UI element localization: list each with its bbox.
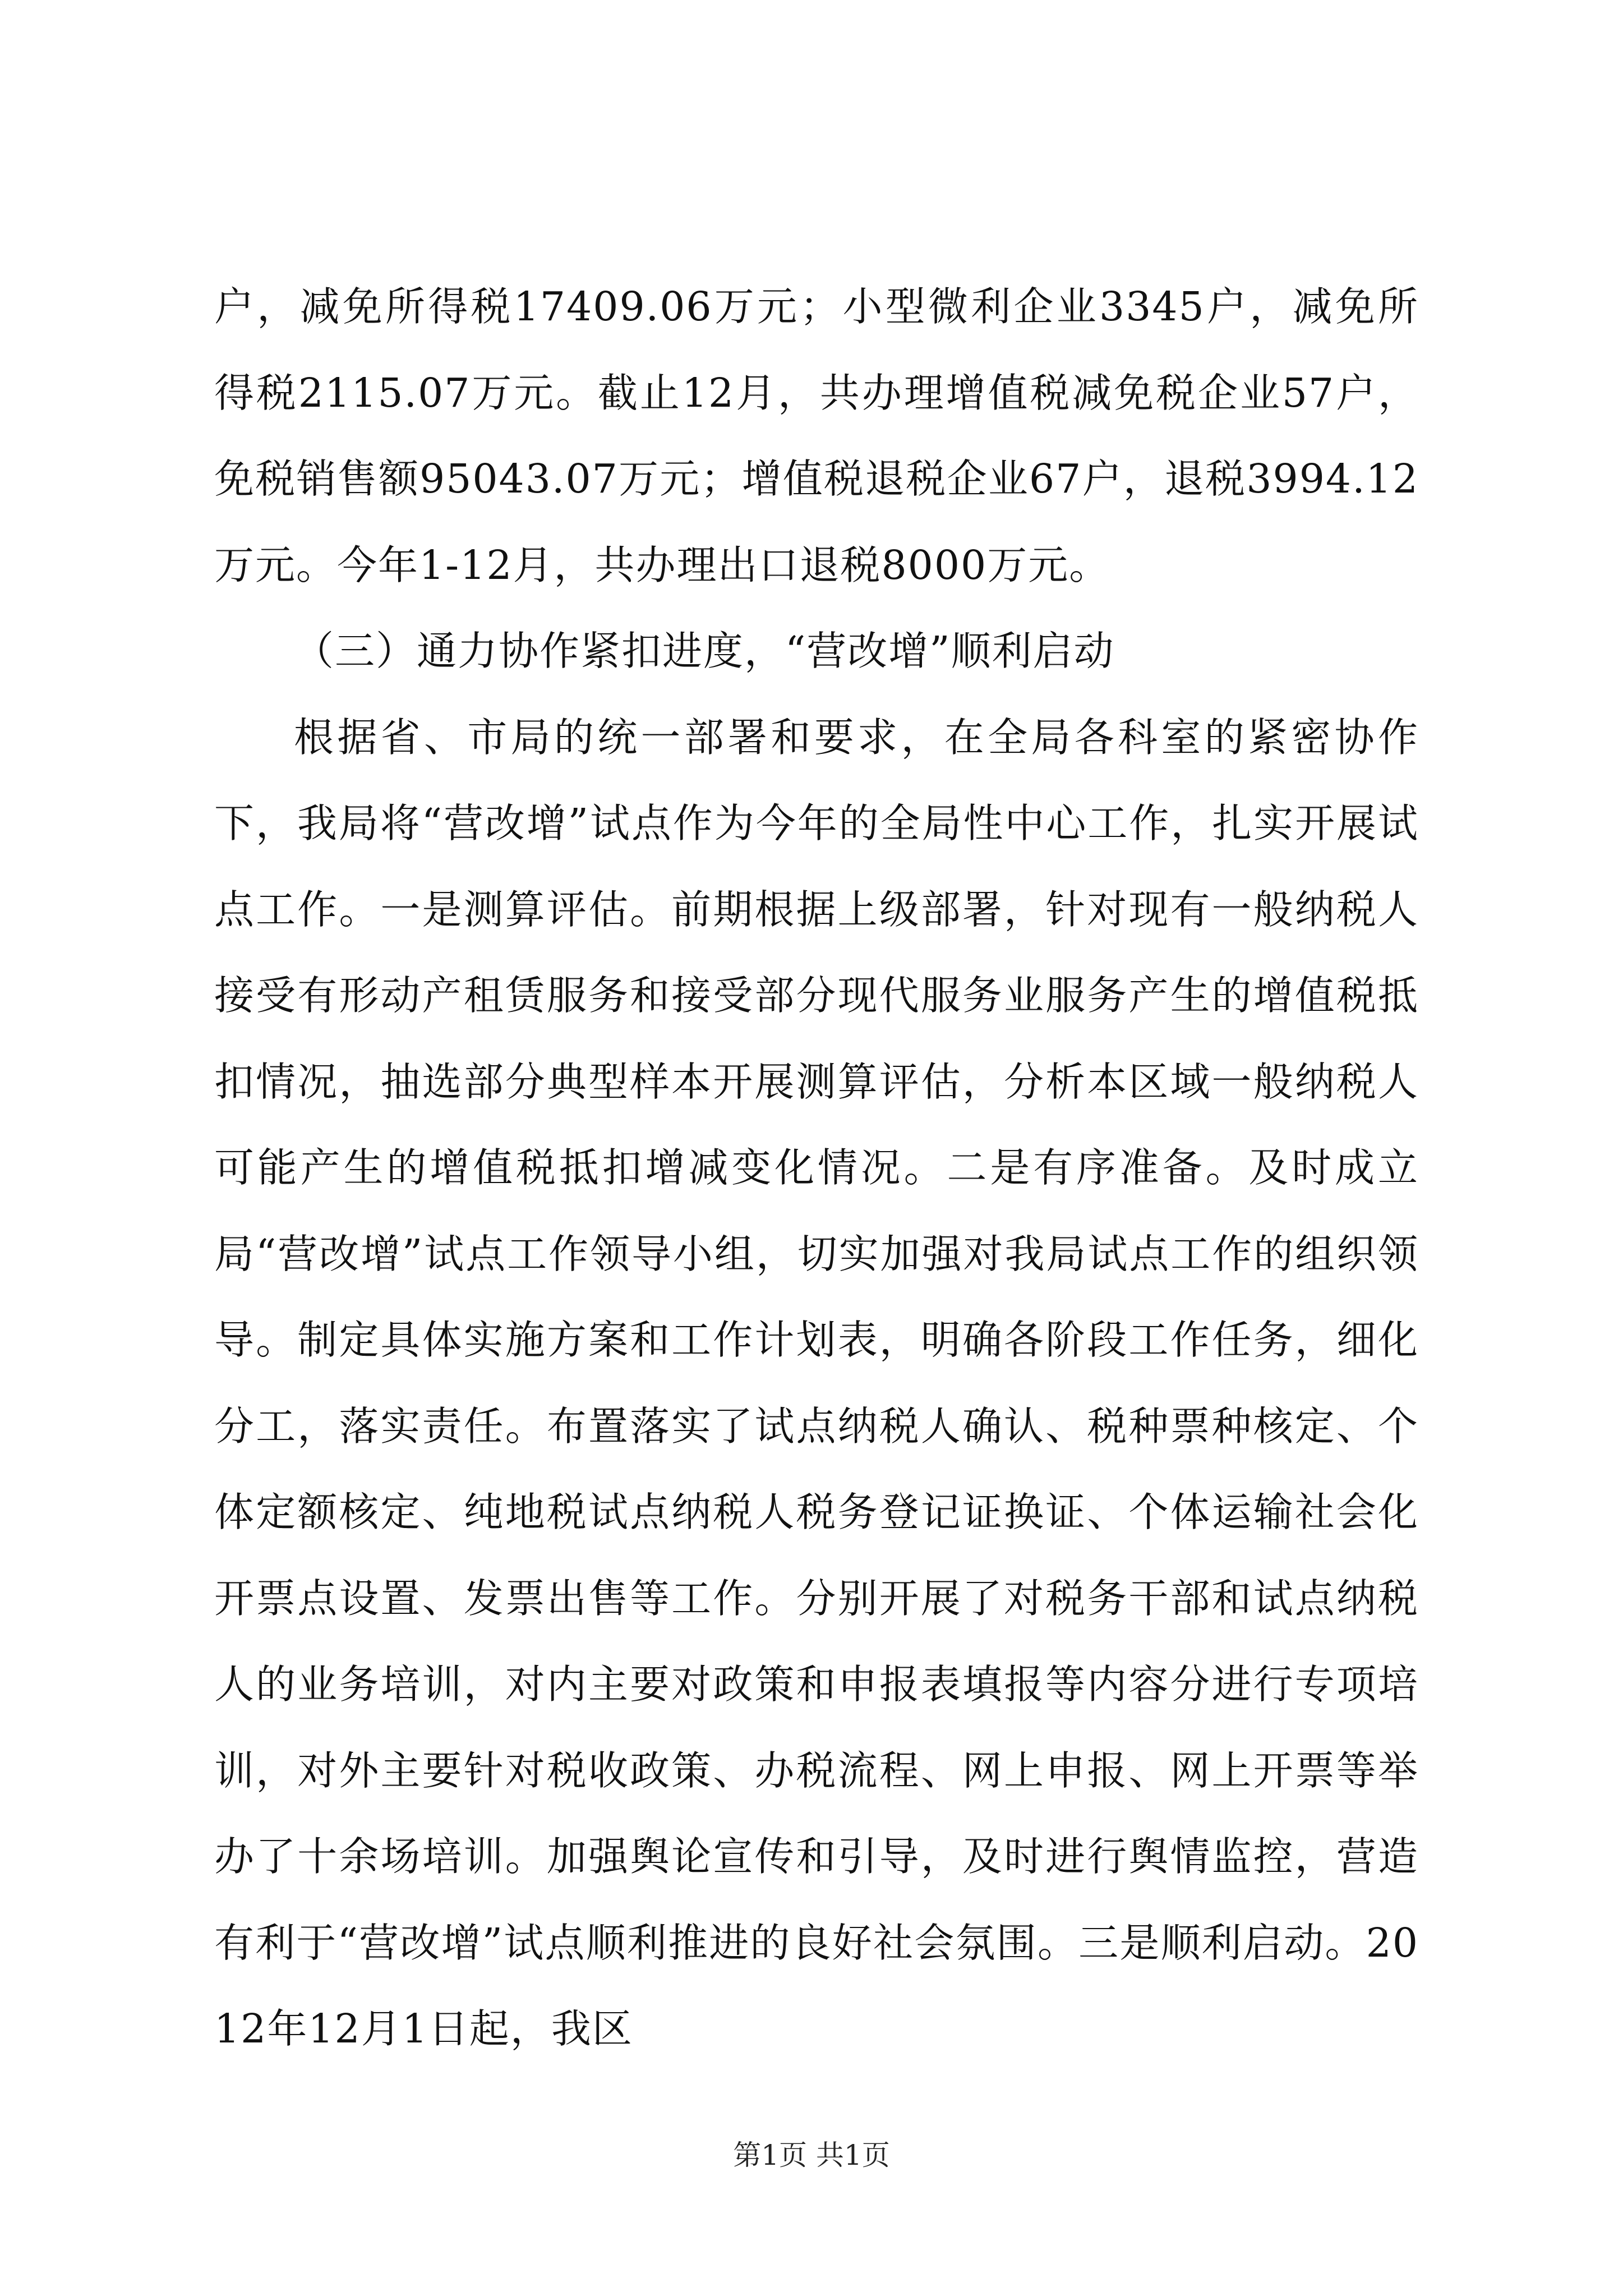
paragraph-vat-reform: 根据省、市局的统一部署和要求，在全局各科室的紧密协作下，我局将“营改增”试点作为今年的全局性中心工作，扎实开展试点工作。一是测算评估。前期根据上级部署，针对现有一般纳税人接受有形动产租赁服务和接受部分现代服务业服务产生的增值税抵扣情况，抽选部分典型样本开展测算评估，分析本区域一般纳税人可能产生的增值税抵扣增减变化情况。二是有序准备。及时成立局“营改增”试点工作领导小组，切实加强对我局试点工作的组织领导。制定具体实施方案和工作计划表，明确各阶段工作任务，细化分工，落实责任。布置落实了试点纳税人确认、税种票种核定、个体定额核定、纯地税试点纳税人税务登记证换证、个体运输社会化开票点设置、发票出售等工作。分别开展了对税务干部和试点纳税人的业务培训，对内主要对政策和申报表填报等内容分进行专项培训，对外主要针对税收政策、办税流程、网上申报、网上开票等举办了十余场培训。加强舆论宣传和引导，及时进行舆情监控，营造有利于“营改增”试点顺利推进的良好社会氛围。三是顺利启动。2012年12月1日起，我区 [214,714,1419,2052]
document-body [214,264,1419,2072]
paragraph-tax-relief: 户，减免所得税17409.06万元；小型微利企业3345户，减免所得税2115.07万元。截止12月，共办理增值税减免税企业57户，免税销售额95043.07万元；增值税退税企业67户，退税3994.12万元。今年1-12月，共办理出口退税8000万元。 [214,283,1419,588]
section-heading: （三）通力协作紧扣进度，“营改增”顺利启动 [294,628,1115,674]
page-footer: 第1页 共1页 [733,2139,890,2171]
